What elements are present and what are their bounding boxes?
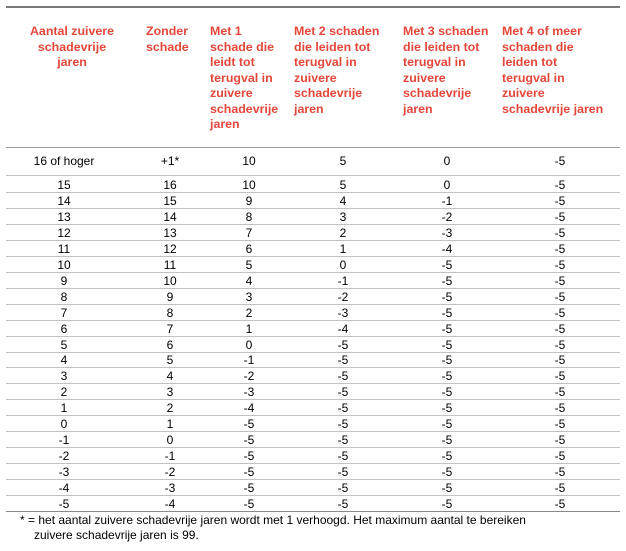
table-cell: 7 [166, 321, 174, 336]
table-cell: 1 [339, 241, 347, 256]
table-cell: -5 [337, 497, 349, 511]
table-cell: 9 [166, 289, 174, 304]
footnote-line-2: zuivere schadevrije jaren is 99. [34, 528, 199, 542]
table-cell: 5 [339, 178, 347, 192]
table-cell: -5 [441, 401, 453, 416]
top-rule [6, 6, 620, 8]
table-cell: -5 [554, 433, 566, 448]
table-cell: -5 [337, 433, 349, 448]
row-divider [6, 208, 620, 209]
table-row [6, 152, 620, 170]
table-cell: -3 [243, 385, 255, 400]
table-cell: 5 [245, 257, 253, 272]
row-divider [6, 511, 620, 512]
table-cell: 13 [163, 225, 177, 240]
table-cell: -5 [554, 417, 566, 432]
row-divider [6, 304, 620, 305]
table-cell: 0 [60, 417, 68, 432]
table-cell: -1 [164, 449, 176, 464]
table-cell: 8 [245, 209, 253, 224]
table-cell: -5 [441, 321, 453, 336]
table-cell: 0 [166, 433, 174, 448]
table-cell: -4 [243, 401, 255, 416]
table-cell: -5 [554, 401, 566, 416]
row-divider [6, 367, 620, 368]
table-cell: 16 of hoger [33, 154, 95, 168]
table-cell: 13 [57, 209, 71, 224]
table-cell: -5 [337, 449, 349, 464]
table-cell: -5 [243, 481, 255, 496]
table-cell: -3 [441, 225, 453, 240]
table-row [6, 289, 620, 305]
table-cell: 10 [242, 178, 256, 192]
table-cell: -5 [441, 305, 453, 320]
table-cell: 8 [60, 289, 68, 304]
table-cell: -2 [337, 289, 349, 304]
table-cell: -5 [554, 209, 566, 224]
table-cell: 5 [339, 154, 347, 168]
table-cell: -5 [243, 417, 255, 432]
table-row [6, 416, 620, 432]
row-divider [6, 288, 620, 289]
table-cell: -3 [337, 305, 349, 320]
table-cell: -5 [554, 289, 566, 304]
row-divider [6, 415, 620, 416]
table-cell: -5 [441, 337, 453, 352]
table-cell: 14 [163, 209, 177, 224]
table-cell: -4 [441, 241, 453, 256]
table-cell: -5 [441, 385, 453, 400]
table-cell: 1 [245, 321, 253, 336]
table-cell: 2 [60, 385, 68, 400]
header-two-claims: Met 2 schaden die leiden tot terugval in zuivere schadevrije jaren [294, 24, 380, 116]
table-cell: -5 [554, 241, 566, 256]
table-cell: -5 [554, 353, 566, 368]
table-cell: 3 [166, 385, 174, 400]
row-divider [6, 224, 620, 225]
table-cell: -5 [554, 154, 566, 168]
row-divider [6, 431, 620, 432]
table-row [6, 225, 620, 241]
row-divider [6, 352, 620, 353]
table-cell: 2 [339, 225, 347, 240]
table-cell: -2 [243, 369, 255, 384]
table-cell: 0 [443, 178, 451, 192]
table-cell: -5 [243, 497, 255, 511]
table-row [6, 257, 620, 273]
table-cell: 1 [60, 401, 68, 416]
table-cell: -5 [554, 385, 566, 400]
table-cell: 14 [57, 193, 71, 208]
table-cell: 9 [245, 193, 253, 208]
table-row [6, 480, 620, 496]
table-cell: -5 [243, 449, 255, 464]
table-cell: 10 [242, 154, 256, 168]
table-row [6, 464, 620, 480]
row-divider [6, 463, 620, 464]
table-row [6, 273, 620, 289]
table-cell: 16 [163, 178, 177, 192]
table-cell: 3 [245, 289, 253, 304]
table-cell: 15 [163, 193, 177, 208]
table-row [6, 193, 620, 209]
row-divider [6, 399, 620, 400]
table-cell: -5 [441, 353, 453, 368]
table-row [6, 337, 620, 353]
table-cell: -5 [554, 225, 566, 240]
table-cell: +1* [160, 154, 180, 168]
table-cell: 3 [339, 209, 347, 224]
table-cell: -5 [337, 385, 349, 400]
table-cell: -5 [554, 497, 566, 511]
row-divider [6, 479, 620, 480]
table-cell: -5 [441, 465, 453, 480]
table-cell: -5 [554, 193, 566, 208]
table-cell: 1 [166, 417, 174, 432]
table-cell: -5 [441, 433, 453, 448]
table-cell: -5 [441, 289, 453, 304]
table-cell: 12 [163, 241, 177, 256]
table-row [6, 241, 620, 257]
table-cell: -5 [554, 337, 566, 352]
row-divider [6, 256, 620, 257]
footnote-line-1: * = het aantal zuivere schadevrije jaren wordt met 1 verhoogd. Het maximum aantal te bereiken [20, 513, 526, 527]
table-row [6, 368, 620, 384]
table-cell: 0 [443, 154, 451, 168]
table-cell: 11 [57, 241, 71, 256]
table-cell: -5 [243, 433, 255, 448]
table-row [6, 352, 620, 368]
table-cell: -5 [441, 497, 453, 511]
table-row [6, 209, 620, 225]
table-cell: 0 [339, 257, 347, 272]
row-divider [6, 495, 620, 496]
table-cell: -5 [243, 465, 255, 480]
table-cell: -2 [164, 465, 176, 480]
table-cell: -5 [337, 481, 349, 496]
table-cell: 3 [60, 369, 68, 384]
header-separator [6, 147, 620, 148]
table-row [6, 448, 620, 464]
table-cell: -5 [554, 321, 566, 336]
table-cell: -5 [337, 369, 349, 384]
table-row [6, 384, 620, 400]
row-divider [6, 192, 620, 193]
table-cell: -2 [441, 209, 453, 224]
table-row [6, 400, 620, 416]
table-cell: -5 [441, 449, 453, 464]
row-divider [6, 320, 620, 321]
table-cell: 15 [57, 178, 71, 192]
table-cell: -5 [554, 273, 566, 288]
table-cell: -5 [554, 481, 566, 496]
table-row [6, 432, 620, 448]
table-cell: -3 [58, 465, 70, 480]
row-divider [6, 175, 620, 176]
table-cell: -1 [243, 353, 255, 368]
table-cell: -5 [441, 273, 453, 288]
table-cell: -2 [58, 449, 70, 464]
table-cell: -5 [554, 449, 566, 464]
table-cell: 6 [245, 241, 253, 256]
table-cell: 0 [245, 337, 253, 352]
table-row [6, 177, 620, 193]
table-cell: 2 [245, 305, 253, 320]
table-cell: 4 [339, 193, 347, 208]
table-cell: 8 [166, 305, 174, 320]
row-divider [6, 383, 620, 384]
table-cell: -1 [337, 273, 349, 288]
table-row [6, 496, 620, 512]
table-cell: 6 [60, 321, 68, 336]
row-divider [6, 447, 620, 448]
table-cell: -5 [441, 417, 453, 432]
table-cell: 10 [57, 257, 71, 272]
table-cell: 9 [60, 273, 68, 288]
header-four-plus-claims: Met 4 of meer schaden die leiden tot terugval in zuivere schadevrije jaren [502, 24, 604, 116]
table-cell: 6 [166, 337, 174, 352]
table-cell: -5 [441, 257, 453, 272]
table-cell: 10 [163, 273, 177, 288]
header-one-claim: Met 1 schade die leidt tot terugval in zuivere schadevrije jaren [210, 24, 279, 131]
table-cell: -5 [554, 465, 566, 480]
table-cell: -5 [554, 369, 566, 384]
table-cell: 4 [166, 369, 174, 384]
table-cell: -5 [554, 257, 566, 272]
table-cell: -5 [337, 465, 349, 480]
header-no-claim: Zonder schade [146, 24, 189, 54]
table-cell: -3 [164, 481, 176, 496]
table-cell: 5 [166, 353, 174, 368]
header-three-claims: Met 3 schaden die leiden tot terugval in zuivere schadevrije jaren [403, 24, 489, 116]
table-cell: -5 [58, 497, 70, 511]
table-cell: -5 [554, 178, 566, 192]
table-cell: -4 [164, 497, 176, 511]
table-cell: 12 [57, 225, 71, 240]
row-divider [6, 240, 620, 241]
table-cell: 4 [245, 273, 253, 288]
row-divider [6, 272, 620, 273]
table-cell: 7 [245, 225, 253, 240]
table-cell: -5 [337, 417, 349, 432]
table-cell: -5 [337, 401, 349, 416]
table-row [6, 305, 620, 321]
table-cell: -5 [441, 481, 453, 496]
table-cell: -4 [58, 481, 70, 496]
table-cell: -1 [441, 193, 453, 208]
table-cell: 7 [60, 305, 68, 320]
table-cell: -4 [337, 321, 349, 336]
row-divider [6, 336, 620, 337]
header-years: Aantal zuivere schadevrije jaren [29, 24, 114, 69]
table-cell: -1 [58, 433, 70, 448]
table-cell: -5 [441, 369, 453, 384]
table-cell: -5 [554, 305, 566, 320]
table-cell: -5 [337, 353, 349, 368]
table-cell: 4 [60, 353, 68, 368]
table-cell: 5 [60, 337, 68, 352]
table-cell: 2 [166, 401, 174, 416]
footnote [20, 513, 620, 543]
table-cell: 11 [163, 257, 177, 272]
table-row [6, 321, 620, 337]
table-cell: -5 [337, 337, 349, 352]
